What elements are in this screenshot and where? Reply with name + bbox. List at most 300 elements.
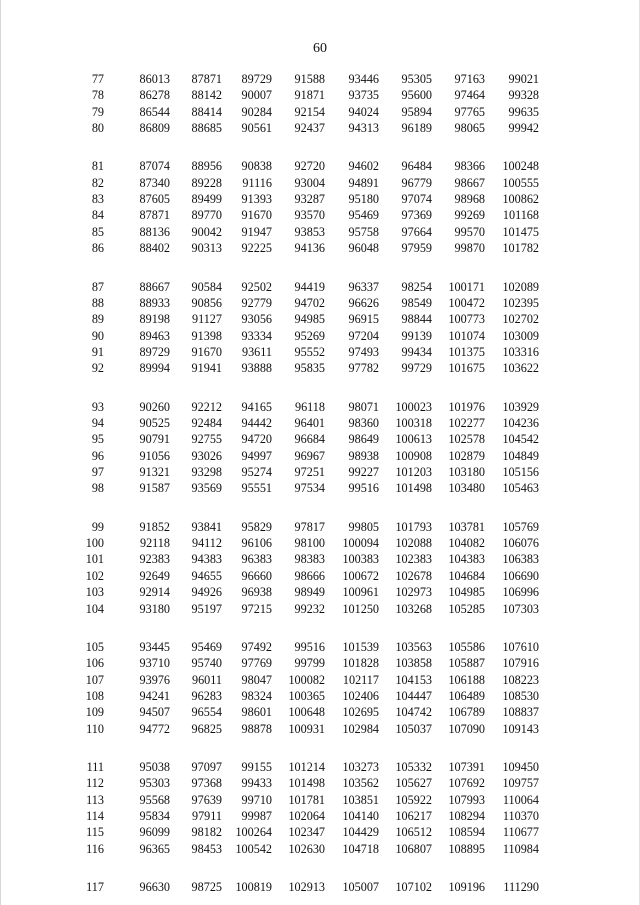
table-cell: 91670 <box>241 208 272 223</box>
table-cell: 96011 <box>191 672 222 687</box>
row-index: 104 <box>85 601 104 616</box>
table-cell: 94383 <box>191 552 222 567</box>
table-cell: 97765 <box>454 104 485 119</box>
table-cell: 104236 <box>502 416 539 430</box>
table-cell: 100931 <box>288 721 325 736</box>
table-row <box>0 704 640 720</box>
table-cell: 95469 <box>348 208 379 223</box>
table-cell: 94772 <box>139 721 170 736</box>
table-cell: 94024 <box>348 104 379 119</box>
table-cell: 92649 <box>139 568 170 583</box>
table-cell: 92779 <box>241 295 272 310</box>
table-cell: 93026 <box>191 448 222 463</box>
table-cell: 101675 <box>448 361 485 376</box>
table-cell: 103622 <box>502 361 539 376</box>
table-cell: 95551 <box>241 481 272 496</box>
table-cell: 103562 <box>342 776 379 791</box>
row-index: 78 <box>91 88 104 103</box>
table-cell: 102984 <box>342 721 379 736</box>
table-cell: 102913 <box>288 880 325 894</box>
row-index: 113 <box>86 792 104 807</box>
table-cell: 100082 <box>288 672 325 687</box>
table-cell: 103929 <box>502 399 539 414</box>
table-cell: 110370 <box>502 809 539 823</box>
row-index: 82 <box>91 175 104 190</box>
table-cell: 93976 <box>139 672 170 687</box>
table-cell: 94891 <box>348 175 379 190</box>
table-cell: 99635 <box>508 104 539 119</box>
table-cell: 98601 <box>241 705 272 720</box>
table-cell: 102064 <box>288 809 325 823</box>
table-cell: 102277 <box>448 416 485 430</box>
table-cell: 96484 <box>401 159 432 174</box>
table-cell: 93445 <box>139 639 170 654</box>
table-cell: 100318 <box>395 416 432 430</box>
table-cell: 96118 <box>294 399 325 414</box>
table-cell: 89228 <box>191 175 222 190</box>
table-cell: 98366 <box>454 159 485 174</box>
table-cell: 105037 <box>395 721 432 736</box>
table-cell: 93853 <box>294 224 325 239</box>
table-row <box>0 808 640 824</box>
table-cell: 106188 <box>448 672 485 687</box>
table-cell: 94702 <box>294 295 325 310</box>
row-index: 86 <box>91 241 104 256</box>
row-index: 97 <box>91 465 104 479</box>
table-cell: 89499 <box>191 192 222 207</box>
table-cell: 98938 <box>348 448 379 463</box>
table-row <box>0 158 640 174</box>
table-cell: 91398 <box>191 328 222 343</box>
table-cell: 86809 <box>139 121 170 135</box>
table-cell: 108895 <box>448 841 485 856</box>
table-cell: 103858 <box>395 656 432 671</box>
table-cell: 96383 <box>241 552 272 567</box>
table-row <box>0 535 640 551</box>
table-cell: 96779 <box>401 175 432 190</box>
table-cell: 98383 <box>294 552 325 567</box>
table-cell: 98666 <box>294 568 325 583</box>
table-row <box>0 279 640 295</box>
table-cell: 94602 <box>348 159 379 174</box>
table-cell: 98047 <box>241 672 272 687</box>
table-cell: 91393 <box>241 192 272 207</box>
table-cell: 98549 <box>401 295 432 310</box>
table-cell: 105156 <box>502 465 539 479</box>
table-cell: 101793 <box>395 519 432 534</box>
table-cell: 96337 <box>348 279 379 294</box>
table-cell: 101214 <box>288 759 325 774</box>
table-cell: 99570 <box>454 224 485 239</box>
row-index: 88 <box>91 295 104 310</box>
row-index: 77 <box>91 72 104 86</box>
table-cell: 94313 <box>348 121 379 135</box>
table-cell: 99155 <box>241 759 272 774</box>
table-cell: 94112 <box>191 536 222 551</box>
table-cell: 97368 <box>191 776 222 791</box>
row-index: 85 <box>91 224 104 239</box>
table-cell: 109196 <box>448 880 485 894</box>
row-index: 90 <box>91 328 104 343</box>
table-cell: 103316 <box>502 344 539 359</box>
table-cell: 104153 <box>395 672 432 687</box>
table-cell: 101976 <box>448 399 485 414</box>
table-row <box>0 448 640 464</box>
table-cell: 93298 <box>191 465 222 479</box>
row-index: 81 <box>91 159 104 174</box>
table-cell: 108530 <box>502 688 539 703</box>
table-cell: 90791 <box>139 432 170 447</box>
table-cell: 91321 <box>139 465 170 479</box>
table-cell: 106512 <box>395 825 432 840</box>
table-cell: 104447 <box>395 688 432 703</box>
row-index: 114 <box>86 809 104 823</box>
table-cell: 87605 <box>139 192 170 207</box>
table-cell: 92720 <box>294 159 325 174</box>
row-index: 83 <box>91 192 104 207</box>
row-index: 105 <box>85 639 104 654</box>
table-cell: 98949 <box>294 585 325 600</box>
table-cell: 87871 <box>139 208 170 223</box>
table-cell: 91588 <box>294 72 325 86</box>
table-cell: 87340 <box>139 175 170 190</box>
table-cell: 97251 <box>294 465 325 479</box>
table-cell: 110984 <box>502 841 539 856</box>
table-cell: 96365 <box>139 841 170 856</box>
table-cell: 103268 <box>395 601 432 616</box>
table-cell: 100542 <box>235 841 272 856</box>
table-cell: 102973 <box>395 585 432 600</box>
table-cell: 102695 <box>342 705 379 720</box>
table-cell: 99942 <box>508 121 539 135</box>
table-cell: 96106 <box>241 536 272 551</box>
table-cell: 101782 <box>502 241 539 256</box>
row-index: 111 <box>86 759 104 774</box>
table-cell: 101475 <box>502 224 539 239</box>
table-row <box>0 568 640 584</box>
table-cell: 96048 <box>348 241 379 256</box>
table-row <box>0 175 640 191</box>
table-cell: 87871 <box>191 72 222 86</box>
table-row <box>0 328 640 344</box>
table-cell: 92484 <box>191 416 222 430</box>
table-row <box>0 431 640 447</box>
table-cell: 98968 <box>454 192 485 207</box>
table-cell: 102406 <box>342 688 379 703</box>
row-index: 110 <box>86 721 104 736</box>
table-cell: 96401 <box>294 416 325 430</box>
table-cell: 94926 <box>191 585 222 600</box>
table-cell: 90838 <box>241 159 272 174</box>
table-cell: 109450 <box>502 759 539 774</box>
table-cell: 90007 <box>241 88 272 103</box>
table-row <box>0 879 640 895</box>
table-cell: 95894 <box>401 104 432 119</box>
table-cell: 100171 <box>448 279 485 294</box>
table-row <box>0 841 640 857</box>
table-cell: 96967 <box>294 448 325 463</box>
table-cell: 97097 <box>191 759 222 774</box>
table-row <box>0 464 640 480</box>
table-cell: 92225 <box>241 241 272 256</box>
table-row <box>0 672 640 688</box>
table-cell: 88136 <box>139 224 170 239</box>
row-index: 108 <box>85 688 104 703</box>
row-index: 93 <box>91 399 104 414</box>
table-cell: 97204 <box>348 328 379 343</box>
table-cell: 92755 <box>191 432 222 447</box>
table-cell: 104742 <box>395 705 432 720</box>
table-cell: 97369 <box>401 208 432 223</box>
row-index: 92 <box>91 361 104 376</box>
table-cell: 89198 <box>139 312 170 327</box>
table-cell: 105463 <box>502 481 539 496</box>
table-cell: 106807 <box>395 841 432 856</box>
page-number: 60 <box>313 41 327 56</box>
table-cell: 99710 <box>241 792 272 807</box>
table-row <box>0 480 640 496</box>
table-cell: 104383 <box>448 552 485 567</box>
table-cell: 99021 <box>508 72 539 86</box>
table-row <box>0 775 640 791</box>
table-cell: 104985 <box>448 585 485 600</box>
table-cell: 96283 <box>191 688 222 703</box>
table-cell: 99805 <box>348 519 379 534</box>
table-row <box>0 792 640 808</box>
table-cell: 101781 <box>288 792 325 807</box>
table-cell: 105586 <box>448 639 485 654</box>
table-cell: 100555 <box>502 175 539 190</box>
table-cell: 102578 <box>448 432 485 447</box>
table-row <box>0 584 640 600</box>
table-cell: 92118 <box>139 536 170 551</box>
table-cell: 100248 <box>502 159 539 174</box>
table-cell: 101498 <box>395 481 432 496</box>
table-cell: 98649 <box>348 432 379 447</box>
table-cell: 91947 <box>241 224 272 239</box>
table-cell: 95180 <box>348 192 379 207</box>
table-cell: 99799 <box>294 656 325 671</box>
table-cell: 97782 <box>348 361 379 376</box>
table-cell: 98100 <box>294 536 325 551</box>
table-cell: 96554 <box>191 705 222 720</box>
table-cell: 100819 <box>235 880 272 894</box>
table-cell: 88414 <box>191 104 222 119</box>
table-cell: 86278 <box>139 88 170 103</box>
table-cell: 109143 <box>502 721 539 736</box>
table-cell: 97664 <box>401 224 432 239</box>
table-cell: 100773 <box>448 312 485 327</box>
table-cell: 97769 <box>241 656 272 671</box>
table-row <box>0 240 640 256</box>
table-cell: 101203 <box>395 465 432 479</box>
table-cell: 100264 <box>235 825 272 840</box>
table-cell: 104718 <box>342 841 379 856</box>
table-cell: 100365 <box>288 688 325 703</box>
table-cell: 95740 <box>191 656 222 671</box>
table-cell: 95305 <box>401 72 432 86</box>
table-cell: 92914 <box>139 585 170 600</box>
table-cell: 102117 <box>342 672 379 687</box>
table-cell: 108294 <box>448 809 485 823</box>
table-cell: 105007 <box>342 880 379 894</box>
table-cell: 91587 <box>139 481 170 496</box>
table-cell: 99516 <box>348 481 379 496</box>
table-cell: 96915 <box>348 312 379 327</box>
table-cell: 97074 <box>401 192 432 207</box>
table-cell: 93888 <box>241 361 272 376</box>
table-cell: 94442 <box>241 416 272 430</box>
table-cell: 99232 <box>294 601 325 616</box>
table-cell: 92502 <box>241 279 272 294</box>
table-cell: 102702 <box>502 312 539 327</box>
table-cell: 91056 <box>139 448 170 463</box>
table-cell: 88685 <box>191 121 222 135</box>
table-cell: 102395 <box>502 295 539 310</box>
table-row <box>0 87 640 103</box>
row-index: 115 <box>86 825 104 840</box>
table-row <box>0 344 640 360</box>
table-cell: 100023 <box>395 399 432 414</box>
table-cell: 91871 <box>294 88 325 103</box>
row-index: 87 <box>91 279 104 294</box>
table-cell: 106789 <box>448 705 485 720</box>
table-cell: 104140 <box>342 809 379 823</box>
table-cell: 98071 <box>348 399 379 414</box>
table-cell: 104429 <box>342 825 379 840</box>
row-index: 98 <box>91 481 104 496</box>
table-cell: 99227 <box>348 465 379 479</box>
table-cell: 100383 <box>342 552 379 567</box>
table-cell: 94655 <box>191 568 222 583</box>
table-cell: 91941 <box>191 361 222 376</box>
table-cell: 94136 <box>294 241 325 256</box>
table-cell: 107303 <box>502 601 539 616</box>
table-cell: 97492 <box>241 639 272 654</box>
table-cell: 104542 <box>502 432 539 447</box>
table-cell: 94720 <box>241 432 272 447</box>
table-row <box>0 360 640 376</box>
table-cell: 95274 <box>241 465 272 479</box>
table-cell: 97464 <box>454 88 485 103</box>
table-cell: 93446 <box>348 72 379 86</box>
table-cell: 110064 <box>502 792 539 807</box>
table-cell: 95834 <box>139 809 170 823</box>
table-cell: 93735 <box>348 88 379 103</box>
row-index: 99 <box>91 519 104 534</box>
table-cell: 101498 <box>288 776 325 791</box>
table-cell: 99870 <box>454 241 485 256</box>
table-row <box>0 688 640 704</box>
row-index: 112 <box>86 776 104 791</box>
table-cell: 98667 <box>454 175 485 190</box>
table-cell: 93569 <box>191 481 222 496</box>
table-cell: 101375 <box>448 344 485 359</box>
table-cell: 104684 <box>448 568 485 583</box>
table-cell: 103180 <box>448 465 485 479</box>
table-cell: 95552 <box>294 344 325 359</box>
row-index: 96 <box>91 448 104 463</box>
table-row <box>0 207 640 223</box>
table-row <box>0 104 640 120</box>
table-cell: 95829 <box>241 519 272 534</box>
table-cell: 89770 <box>191 208 222 223</box>
table-cell: 111290 <box>503 880 539 894</box>
table-cell: 104082 <box>448 536 485 551</box>
table-cell: 90525 <box>139 416 170 430</box>
table-cell: 96626 <box>348 295 379 310</box>
table-cell: 109757 <box>502 776 539 791</box>
table-cell: 94985 <box>294 312 325 327</box>
table-cell: 101828 <box>342 656 379 671</box>
table-cell: 99139 <box>401 328 432 343</box>
table-cell: 96825 <box>191 721 222 736</box>
table-cell: 88667 <box>139 279 170 294</box>
table-cell: 103563 <box>395 639 432 654</box>
table-cell: 91116 <box>242 175 272 190</box>
table-cell: 93056 <box>241 312 272 327</box>
table-cell: 105627 <box>395 776 432 791</box>
table-row <box>0 639 640 655</box>
table-cell: 91670 <box>191 344 222 359</box>
table-cell: 93841 <box>191 519 222 534</box>
table-cell: 91127 <box>191 312 222 327</box>
table-cell: 98254 <box>401 279 432 294</box>
row-index: 94 <box>91 416 104 430</box>
table-cell: 89994 <box>139 361 170 376</box>
table-cell: 103781 <box>448 519 485 534</box>
table-cell: 93287 <box>294 192 325 207</box>
table-cell: 90856 <box>191 295 222 310</box>
table-row <box>0 295 640 311</box>
table-cell: 98182 <box>191 825 222 840</box>
table-cell: 105285 <box>448 601 485 616</box>
table-cell: 89729 <box>241 72 272 86</box>
table-cell: 96660 <box>241 568 272 583</box>
table-cell: 93611 <box>241 344 272 359</box>
table-row <box>0 71 640 87</box>
row-index: 106 <box>85 656 104 671</box>
table-row <box>0 224 640 240</box>
table-row <box>0 519 640 535</box>
table-cell: 99434 <box>401 344 432 359</box>
table-cell: 90313 <box>191 241 222 256</box>
table-row <box>0 191 640 207</box>
table-cell: 92212 <box>191 399 222 414</box>
table-cell: 101539 <box>342 639 379 654</box>
table-cell: 89729 <box>139 344 170 359</box>
table-cell: 93570 <box>294 208 325 223</box>
table-cell: 86544 <box>139 104 170 119</box>
table-cell: 103851 <box>342 792 379 807</box>
table-cell: 87074 <box>139 159 170 174</box>
table-cell: 90561 <box>241 121 272 135</box>
table-cell: 104849 <box>502 448 539 463</box>
table-cell: 100094 <box>342 536 379 551</box>
table-cell: 106690 <box>502 568 539 583</box>
table-cell: 95600 <box>401 88 432 103</box>
table-cell: 88402 <box>139 241 170 256</box>
table-cell: 97493 <box>348 344 379 359</box>
table-cell: 94241 <box>139 688 170 703</box>
table-cell: 107391 <box>448 759 485 774</box>
table-cell: 95568 <box>139 792 170 807</box>
table-cell: 93710 <box>139 656 170 671</box>
table-cell: 95269 <box>294 328 325 343</box>
table-cell: 99987 <box>241 809 272 823</box>
table-cell: 98360 <box>348 416 379 430</box>
table-cell: 106489 <box>448 688 485 703</box>
